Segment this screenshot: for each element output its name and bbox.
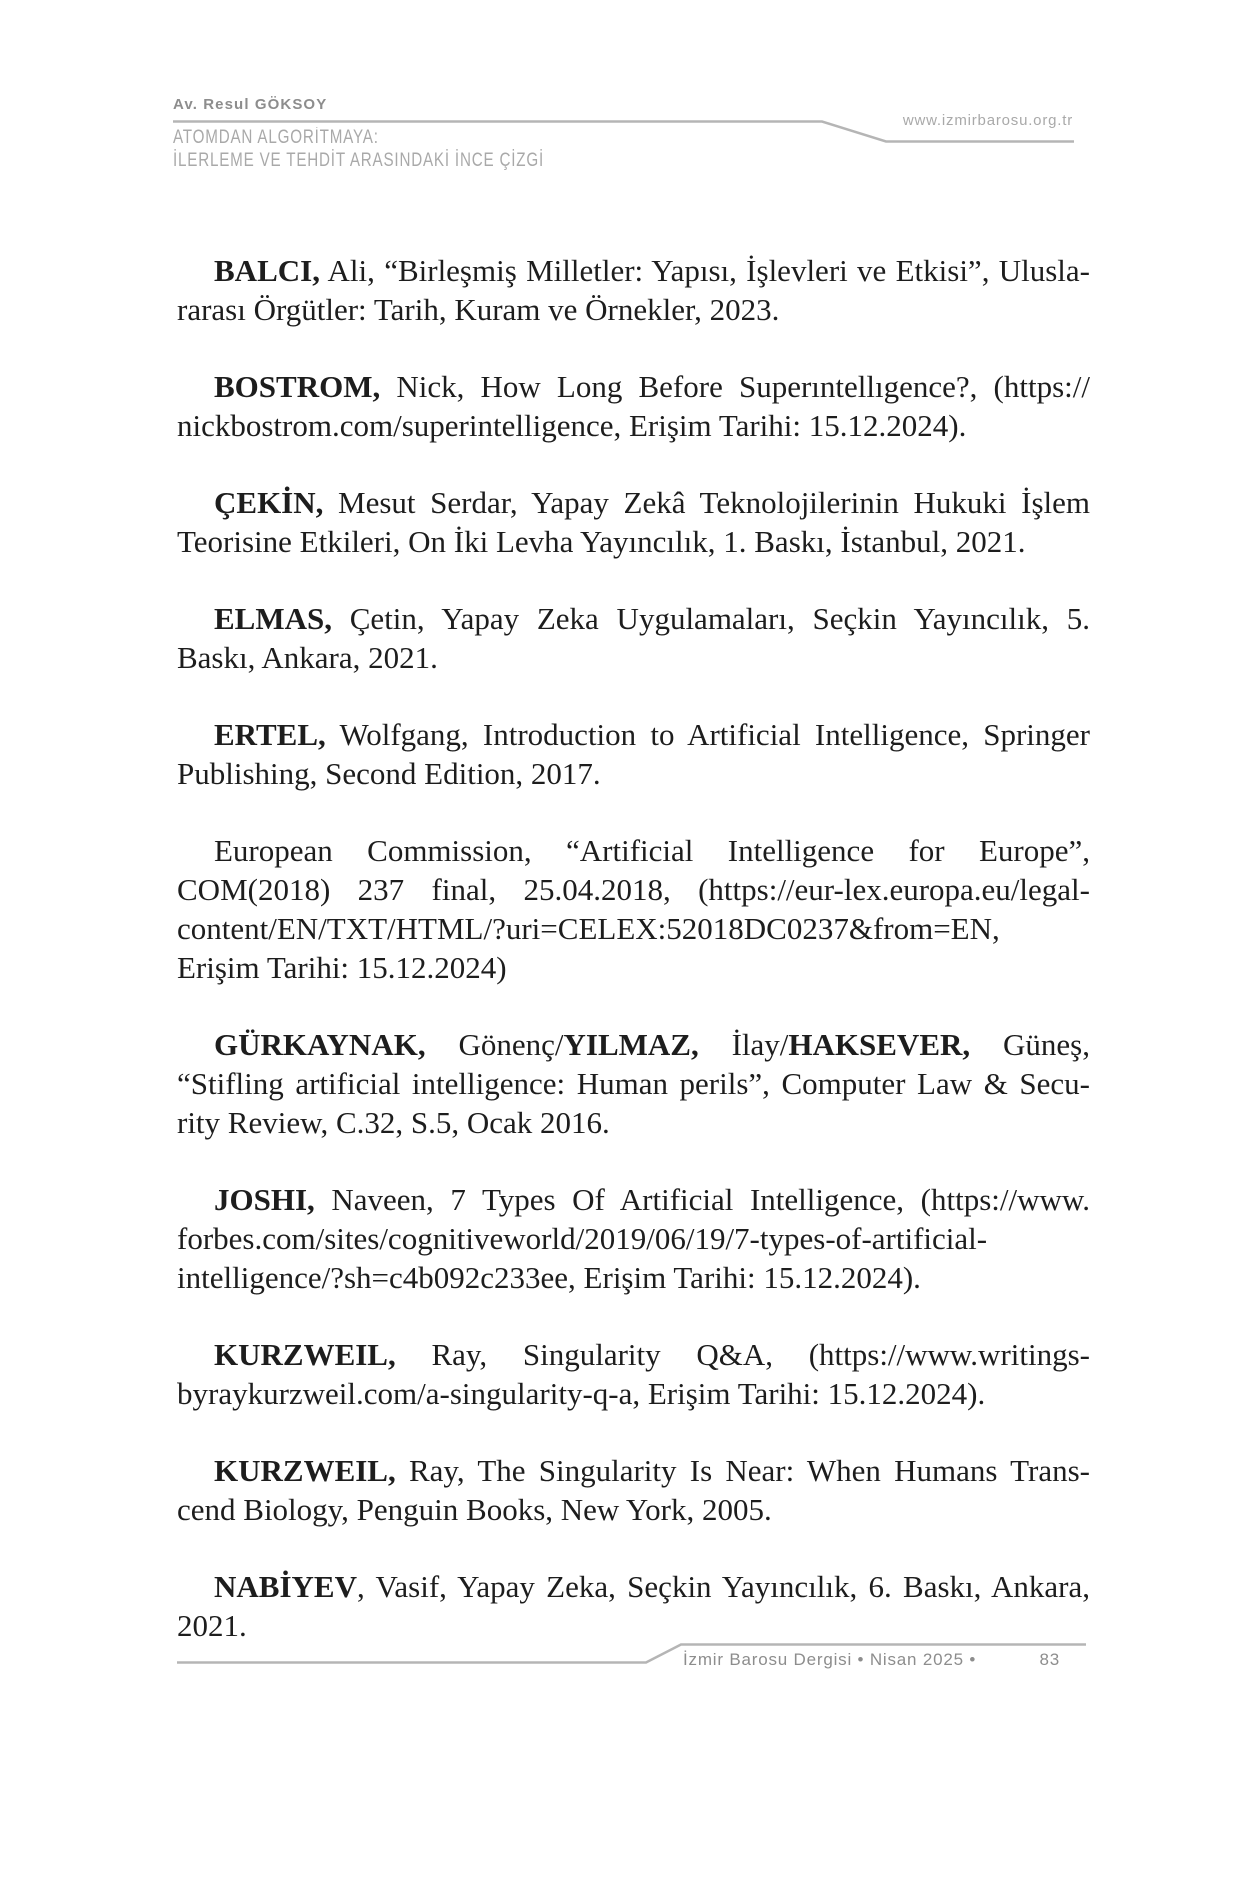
entry-text: COM(2018) 237 final, 25.04.2018, (https://eur-lex.europa.eu/legal- (177, 872, 1090, 907)
entry-line (177, 483, 1090, 522)
entry-author-name: KURZWEIL, (214, 1337, 396, 1372)
entry-text: “Stifling artificial intelligence: Human perils”, Computer Law & Secu- (177, 1066, 1090, 1101)
entry-line (177, 1374, 1090, 1413)
entry-text: intelligence/?sh=c4b092c233ee, Erişim Tarihi: 15.12.2024). (177, 1260, 921, 1295)
entry-text: Gönenç/ (425, 1027, 564, 1062)
header-author: Av. Resul GÖKSOY (173, 96, 328, 113)
entry-author-name: YILMAZ, (563, 1027, 699, 1062)
entry-text: nickbostrom.com/superintelligence, Erişim Tarihi: 15.12.2024). (177, 408, 967, 443)
entry-text: rarası Örgütler: Tarih, Kuram ve Örnekler, 2023. (177, 292, 780, 327)
entry-line (177, 948, 1090, 987)
entry-text: Erişim Tarihi: 15.12.2024) (177, 950, 507, 985)
entry-line (177, 1025, 1090, 1064)
entry-author-name: ÇEKİN, (214, 485, 324, 520)
bibliography-entry (177, 715, 1090, 793)
footer-page-number: 83 (1039, 1650, 1060, 1669)
entry-text: Naveen, 7 Types Of Artificial Intelligence, (https://www. (314, 1182, 1090, 1217)
entry-text: Wolfgang, Introduction to Artificial Intelligence, Springer (325, 717, 1090, 752)
bibliography (177, 251, 1090, 1683)
bibliography-entry (177, 1567, 1090, 1645)
bibliography-entry (177, 1180, 1090, 1297)
entry-line (177, 715, 1090, 754)
entry-line (177, 1064, 1090, 1103)
header-article-title (173, 126, 544, 172)
entry-line (177, 1567, 1090, 1606)
entry-text: rity Review, C.32, S.5, Ocak 2016. (177, 1105, 610, 1140)
entry-text: Mesut Serdar, Yapay Zekâ Teknolojilerinin Hukuki İşlem (323, 485, 1090, 520)
entry-text: İlay/ (698, 1027, 789, 1062)
entry-text: Publishing, Second Edition, 2017. (177, 756, 601, 791)
bibliography-entry (177, 831, 1090, 987)
entry-text: , Vasif, Yapay Zeka, Seçkin Yayıncılık, 6. Baskı, Ankara, (356, 1569, 1090, 1604)
entry-author-name: BALCI, (214, 253, 320, 288)
entry-text: Baskı, Ankara, 2021. (177, 640, 438, 675)
entry-text: Ray, Singularity Q&A, (https://www.writings- (395, 1337, 1090, 1372)
entry-author-name: BOSTROM, (214, 369, 381, 404)
entry-text: cend Biology, Penguin Books, New York, 2005. (177, 1492, 772, 1527)
header-website: www.izmirbarosu.org.tr (902, 112, 1073, 129)
entry-text: Ali, “Birleşmiş Milletler: Yapısı, İşlevleri ve Etkisi”, Ulusla- (319, 253, 1090, 288)
bibliography-entry (177, 1335, 1090, 1413)
bibliography-entry (177, 251, 1090, 329)
bibliography-entry (177, 1025, 1090, 1142)
entry-line (177, 290, 1090, 329)
entry-line (177, 1180, 1090, 1219)
entry-text: forbes.com/sites/cognitiveworld/2019/06/19/7-types-of-artificial- (177, 1221, 988, 1256)
entry-line (177, 1335, 1090, 1374)
entry-author-name: JOSHI, (214, 1182, 315, 1217)
entry-line (177, 870, 1090, 909)
bibliography-entry (177, 599, 1090, 677)
entry-author-name: ERTEL, (214, 717, 326, 752)
entry-text: Teorisine Etkileri, On İki Levha Yayıncılık, 1. Baskı, İstanbul, 2021. (177, 524, 1026, 559)
footer-journal-label: İzmir Barosu Dergisi • Nisan 2025 • (683, 1650, 977, 1669)
entry-text: Güneş, (970, 1027, 1090, 1062)
page-footer (683, 1650, 1060, 1670)
entry-line (177, 638, 1090, 677)
entry-line (177, 1490, 1090, 1529)
entry-text: Ray, The Singularity Is Near: When Humans Trans- (395, 1453, 1090, 1488)
entry-line (177, 1219, 1090, 1258)
entry-text: Çetin, Yapay Zeka Uygulamaları, Seçkin Yayıncılık, 5. (332, 601, 1090, 636)
entry-author-name: NABİYEV (214, 1569, 357, 1604)
entry-line (177, 367, 1090, 406)
entry-text: 2021. (177, 1608, 247, 1643)
entry-line (177, 754, 1090, 793)
entry-line (177, 522, 1090, 561)
header-title-line1: ATOMDAN ALGORİTMAYA: (173, 127, 379, 148)
entry-author-name: HAKSEVER, (788, 1027, 971, 1062)
entry-line (177, 909, 1090, 948)
bibliography-entry (177, 367, 1090, 445)
entry-text: byraykurzweil.com/a-singularity-q-a, Erişim Tarihi: 15.12.2024). (177, 1376, 986, 1411)
entry-author-name: ELMAS, (214, 601, 332, 636)
entry-line (177, 1258, 1090, 1297)
entry-line (177, 1103, 1090, 1142)
entry-line (177, 831, 1090, 870)
entry-author-name: GÜRKAYNAK, (214, 1027, 426, 1062)
entry-line (177, 1606, 1090, 1645)
entry-line (177, 599, 1090, 638)
entry-text: Nick, How Long Before Superıntellıgence?, (https:// (380, 369, 1090, 404)
bibliography-entry (177, 483, 1090, 561)
entry-line (177, 1451, 1090, 1490)
header-title-line2: İLERLEME VE TEHDİT ARASINDAKİ İNCE ÇİZGİ (173, 150, 544, 171)
entry-author-name: KURZWEIL, (214, 1453, 396, 1488)
entry-text: European Commission, “Artificial Intelligence for Europe”, (214, 833, 1090, 868)
entry-line (177, 406, 1090, 445)
entry-text: content/EN/TXT/HTML/?uri=CELEX:52018DC0237&from=EN, (177, 911, 1000, 946)
bibliography-entry (177, 1451, 1090, 1529)
entry-line (177, 251, 1090, 290)
